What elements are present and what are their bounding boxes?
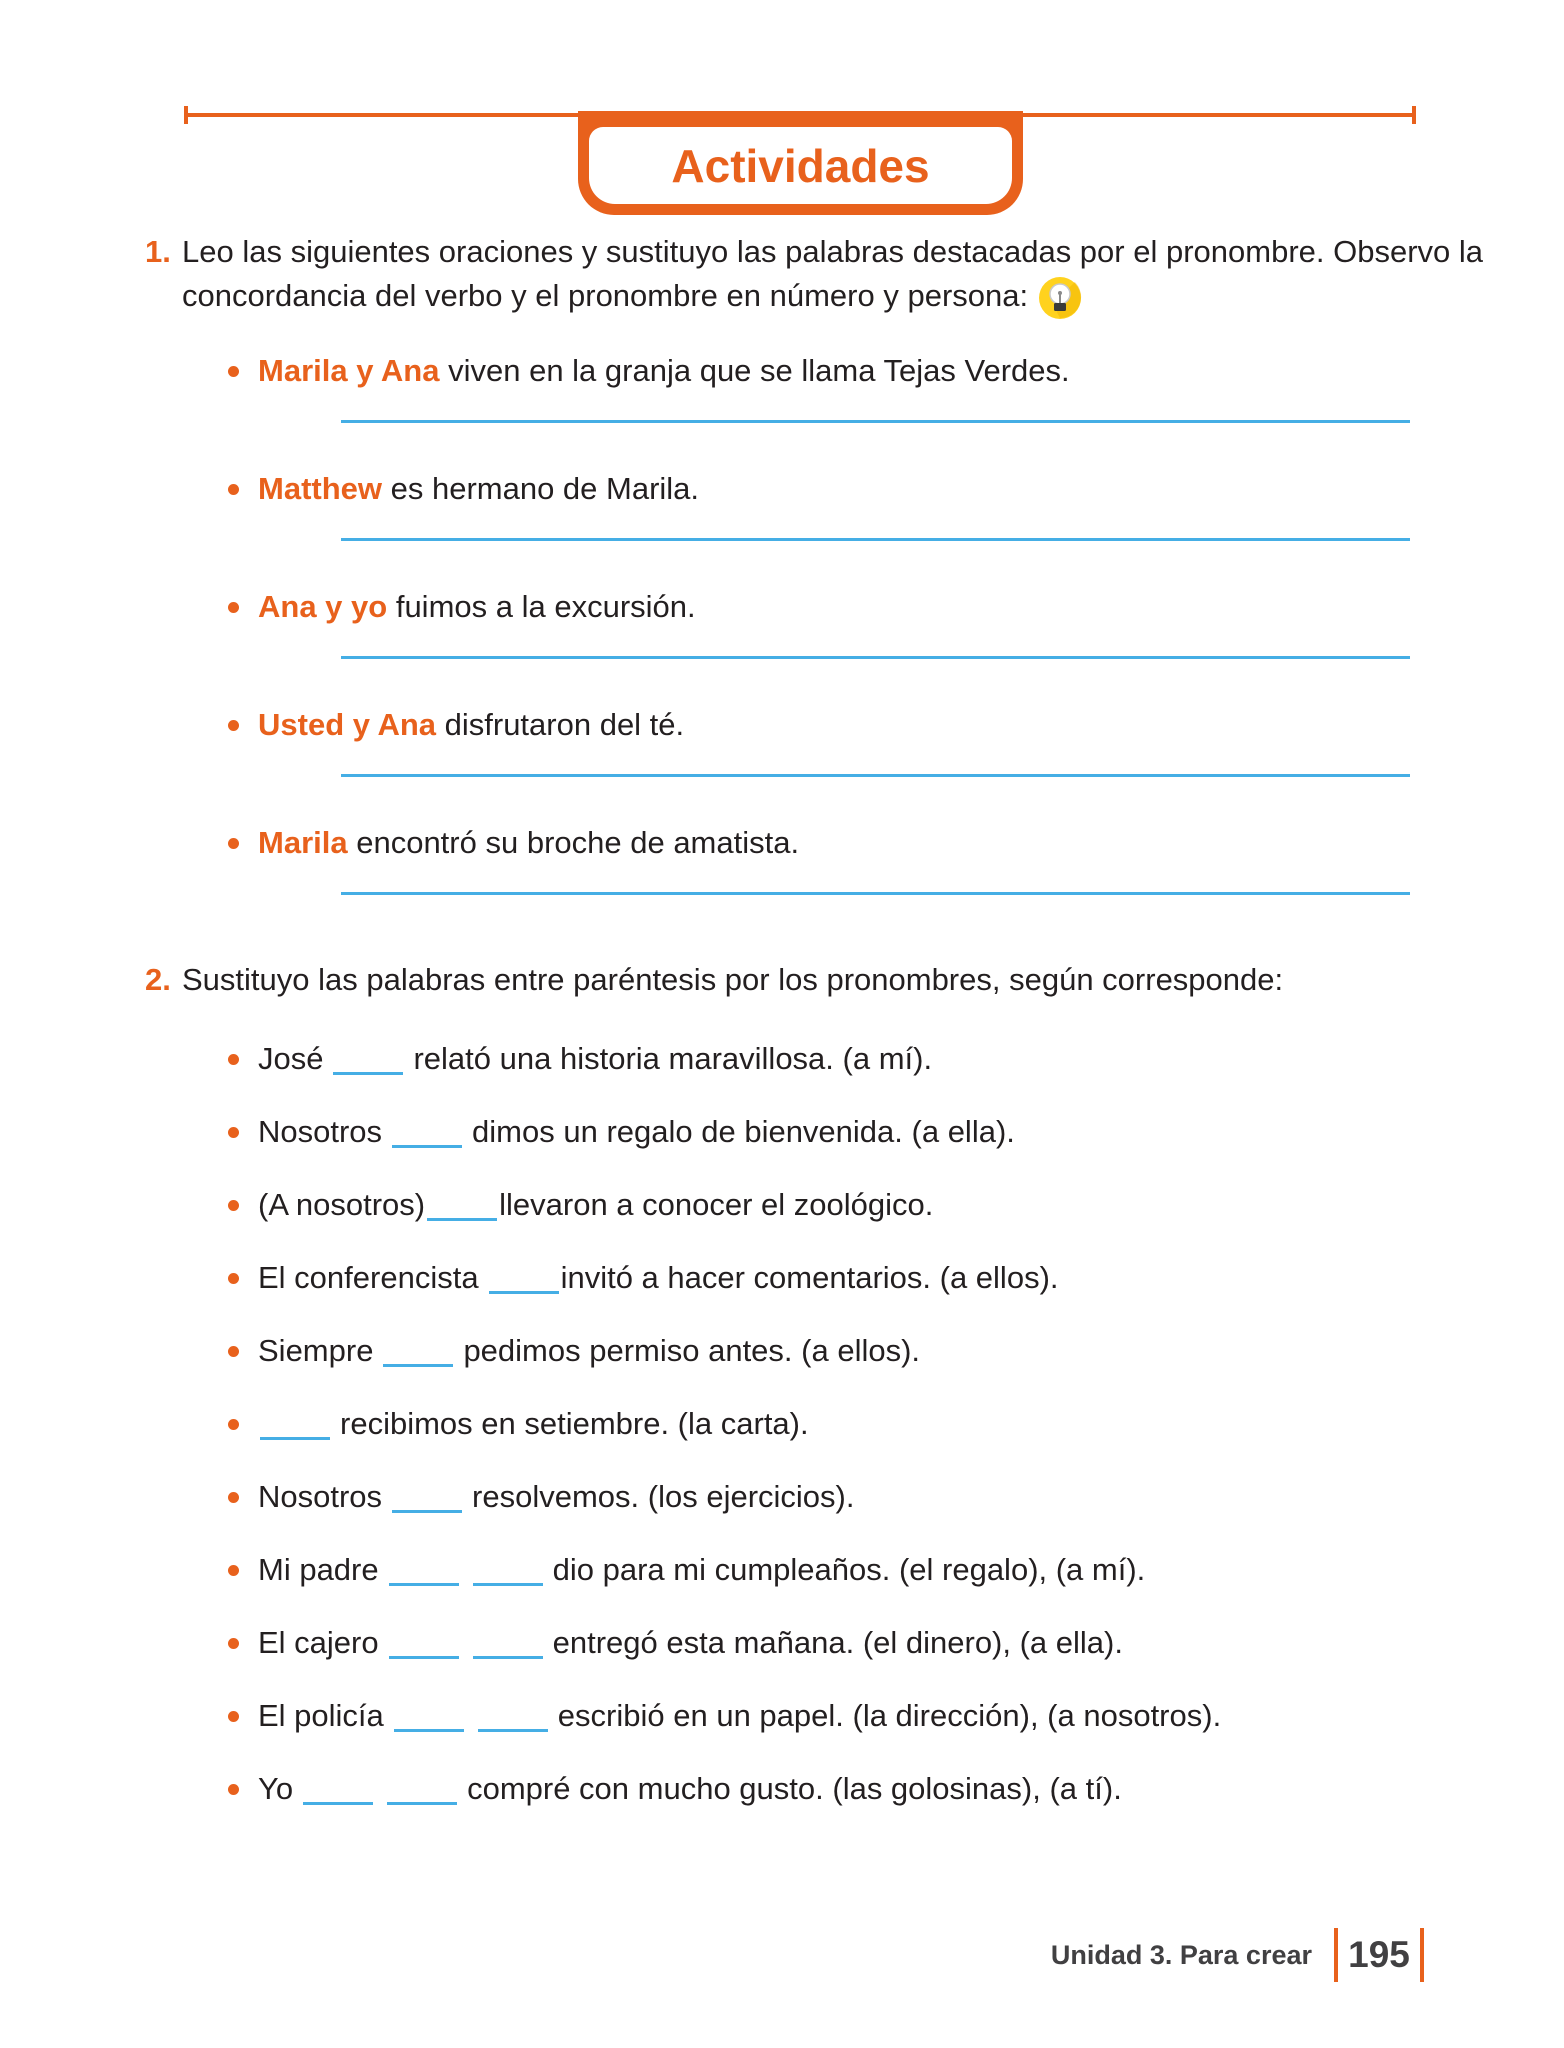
sentence: Usted y Ana disfrutaron del té. <box>258 707 685 742</box>
list-item <box>228 704 1415 746</box>
highlighted-subject: Usted y Ana <box>258 707 437 742</box>
bullet-icon <box>228 1346 239 1357</box>
unit-label: Unidad 3. Para crear <box>1050 1939 1312 1970</box>
bullet-icon <box>228 484 239 495</box>
list-item <box>228 1695 1415 1737</box>
page-number-right-bar <box>1420 1928 1424 1982</box>
list-item <box>228 350 1415 392</box>
bullet-icon <box>228 720 239 731</box>
highlighted-subject: Marila <box>258 825 348 860</box>
list-item <box>228 1622 1415 1664</box>
sentence: Marila encontró su broche de amatista. <box>258 825 800 860</box>
answer-blank[interactable] <box>427 1198 497 1221</box>
sentence: El policía escribió en un papel. (la dirección), (a nosotros). <box>258 1698 1222 1733</box>
activity-2-instruction: Sustituyo las palabras entre paréntesis por los pronombres, según corresponde: <box>182 962 1284 997</box>
header-rule-right-tick <box>1412 106 1416 124</box>
activity-1-instruction <box>182 230 1483 320</box>
sentence: Marila y Ana viven en la granja que se llama Tejas Verdes. <box>258 353 1070 388</box>
activity-1-number: 1. <box>145 234 171 269</box>
header-rule-left-tick <box>184 106 188 124</box>
activity-2-list <box>145 1038 1415 1810</box>
highlighted-subject: Matthew <box>258 471 382 506</box>
bullet-icon <box>228 1565 239 1576</box>
answer-blank[interactable] <box>392 1490 462 1513</box>
page-footer <box>1051 1928 1424 1982</box>
activity-2-section <box>145 958 1415 1810</box>
sentence: El conferencista invitó a hacer comentarios. (a ellos). <box>258 1260 1059 1295</box>
activities-tab-inner <box>589 127 1012 204</box>
page-number: 195 <box>1348 1934 1410 1975</box>
list-item <box>228 1038 1415 1080</box>
sentence: Ana y yo fuimos a la excursión. <box>258 589 696 624</box>
answer-blank[interactable] <box>473 1563 543 1586</box>
activity-1-list <box>145 350 1415 895</box>
answer-line[interactable] <box>341 774 1410 777</box>
answer-blank[interactable] <box>333 1052 403 1075</box>
bullet-icon <box>228 1711 239 1722</box>
bullet-icon <box>228 1638 239 1649</box>
sentence: Nosotros dimos un regalo de bienvenida. (a ella). <box>258 1114 1015 1149</box>
bullet-icon <box>228 838 239 849</box>
page-title: Actividades <box>671 139 930 192</box>
list-item <box>228 468 1415 510</box>
list-item <box>228 1257 1415 1299</box>
answer-blank[interactable] <box>392 1125 462 1148</box>
bullet-icon <box>228 1419 239 1430</box>
answer-blank[interactable] <box>383 1344 453 1367</box>
activity-2-number: 2. <box>145 962 171 997</box>
lightbulb-icon <box>1038 276 1082 320</box>
sentence: El cajero entregó esta mañana. (el dinero), (a ella). <box>258 1625 1123 1660</box>
activity-1-header <box>145 230 1484 320</box>
list-item <box>228 1403 1415 1445</box>
answer-blank[interactable] <box>478 1709 548 1732</box>
sentence: José relató una historia maravillosa. (a mí). <box>258 1041 933 1076</box>
list-item <box>228 1111 1415 1153</box>
list-item <box>228 1549 1415 1591</box>
sentence: recibimos en setiembre. (la carta). <box>258 1403 809 1445</box>
answer-line[interactable] <box>341 892 1410 895</box>
sentence: Siempre pedimos permiso antes. (a ellos). <box>258 1333 921 1368</box>
answer-blank[interactable] <box>489 1271 559 1294</box>
sentence: Mi padre dio para mi cumpleaños. (el regalo), (a mí). <box>258 1552 1146 1587</box>
answer-blank[interactable] <box>389 1636 459 1659</box>
activity-2-header <box>145 958 1415 1002</box>
list-item <box>228 586 1415 628</box>
answer-line[interactable] <box>341 656 1410 659</box>
list-item <box>228 1768 1415 1810</box>
activities-tab <box>578 111 1023 215</box>
answer-line[interactable] <box>341 420 1410 423</box>
sentence: (A nosotros) llevaron a conocer el zoológico. <box>258 1187 934 1222</box>
sentence: Matthew es hermano de Marila. <box>258 471 700 506</box>
activity-1-section <box>145 230 1484 895</box>
list-item <box>228 1184 1415 1226</box>
bullet-icon <box>228 366 239 377</box>
bullet-icon <box>228 1492 239 1503</box>
answer-blank[interactable] <box>387 1782 457 1805</box>
bullet-icon <box>228 1054 239 1065</box>
highlighted-subject: Ana y yo <box>258 589 388 624</box>
bullet-icon <box>228 1127 239 1138</box>
answer-blank[interactable] <box>394 1709 464 1732</box>
answer-blank[interactable] <box>303 1782 373 1805</box>
bullet-icon <box>228 1784 239 1795</box>
list-item <box>228 822 1415 864</box>
bullet-icon <box>228 1200 239 1211</box>
list-item <box>228 1330 1415 1372</box>
answer-blank[interactable] <box>473 1636 543 1659</box>
list-item <box>228 1476 1415 1518</box>
bullet-icon <box>228 1273 239 1284</box>
instruction-line-2: concordancia del verbo y el pronombre en número y persona: <box>182 274 1483 320</box>
answer-line[interactable] <box>341 538 1410 541</box>
bullet-icon <box>228 602 239 613</box>
answer-blank[interactable] <box>389 1563 459 1586</box>
highlighted-subject: Marila y Ana <box>258 353 440 388</box>
sentence: Nosotros resolvemos. (los ejercicios). <box>258 1479 855 1514</box>
answer-blank[interactable] <box>260 1417 330 1440</box>
instruction-line-1: Leo las siguientes oraciones y sustituyo las palabras destacadas por el pronombre. Observo la <box>182 234 1484 269</box>
sentence: Yo compré con mucho gusto. (las golosinas), (a tí). <box>258 1771 1122 1806</box>
